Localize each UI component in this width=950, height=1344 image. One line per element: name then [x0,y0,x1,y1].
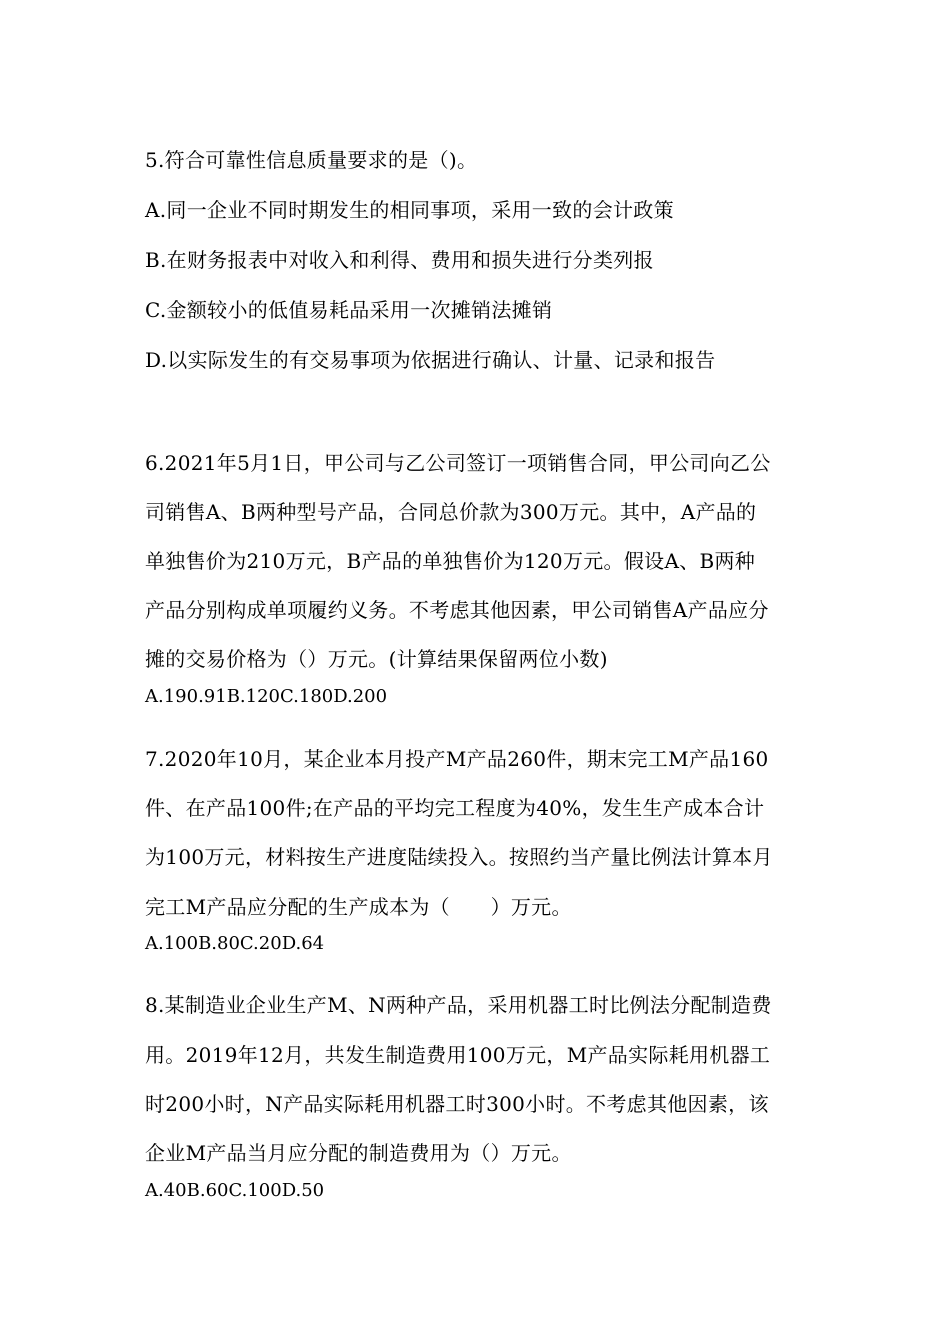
q7-options: A.100B.80C.20D.64 [145,933,325,954]
q6-options: A.190.91B.120C.180D.200 [145,686,388,707]
q6-stem-line-5: 摊的交易价格为（）万元。(计算结果保留两位小数) [145,647,608,671]
q7-stem-line-2: 件、在产品100件;在产品的平均完工程度为40%，发生生产成本合计 [145,796,765,820]
q8-stem-line-4: 企业M产品当月应分配的制造费用为（）万元。 [145,1141,572,1165]
q8-options: A.40B.60C.100D.50 [145,1180,325,1201]
q5-option-a: A.同一企业不同时期发生的相同事项，采用一致的会计政策 [145,198,674,222]
q8-stem-line-2: 用。2019年12月，共发生制造费用100万元，M产品实际耗用机器工 [145,1043,771,1067]
q6-stem-line-3: 单独售价为210万元，B产品的单独售价为120万元。假设A、B两种 [145,549,756,573]
q6-stem-line-2: 司销售A、B两种型号产品，合同总价款为300万元。其中，A产品的 [145,500,757,524]
q6-stem-line-1: 6.2021年5月1日，甲公司与乙公司签订一项销售合同，甲公司向乙公 [145,451,771,475]
q7-stem-line-1: 7.2020年10月，某企业本月投产M产品260件，期末完工M产品160 [145,747,769,771]
q6-stem-line-4: 产品分别构成单项履约义务。不考虑其他因素，甲公司销售A产品应分 [145,598,769,622]
q8-stem-line-1: 8.某制造业企业生产M、N两种产品，采用机器工时比例法分配制造费 [145,993,772,1017]
q5-option-d: D.以实际发生的有交易事项为依据进行确认、计量、记录和报告 [145,348,716,372]
q7-stem-line-4: 完工M产品应分配的生产成本为（ ）万元。 [145,895,572,919]
q5-stem-line-1: 5.符合可靠性信息质量要求的是（)。 [145,148,478,172]
q7-stem-line-3: 为100万元，材料按生产进度陆续投入。按照约当产量比例法计算本月 [145,845,773,869]
q5-option-b: B.在财务报表中对收入和利得、费用和损失进行分类列报 [145,248,654,272]
q5-option-c: C.金额较小的低值易耗品采用一次摊销法摊销 [145,298,553,322]
q8-stem-line-3: 时200小时，N产品实际耗用机器工时300小时。不考虑其他因素，该 [145,1092,769,1116]
